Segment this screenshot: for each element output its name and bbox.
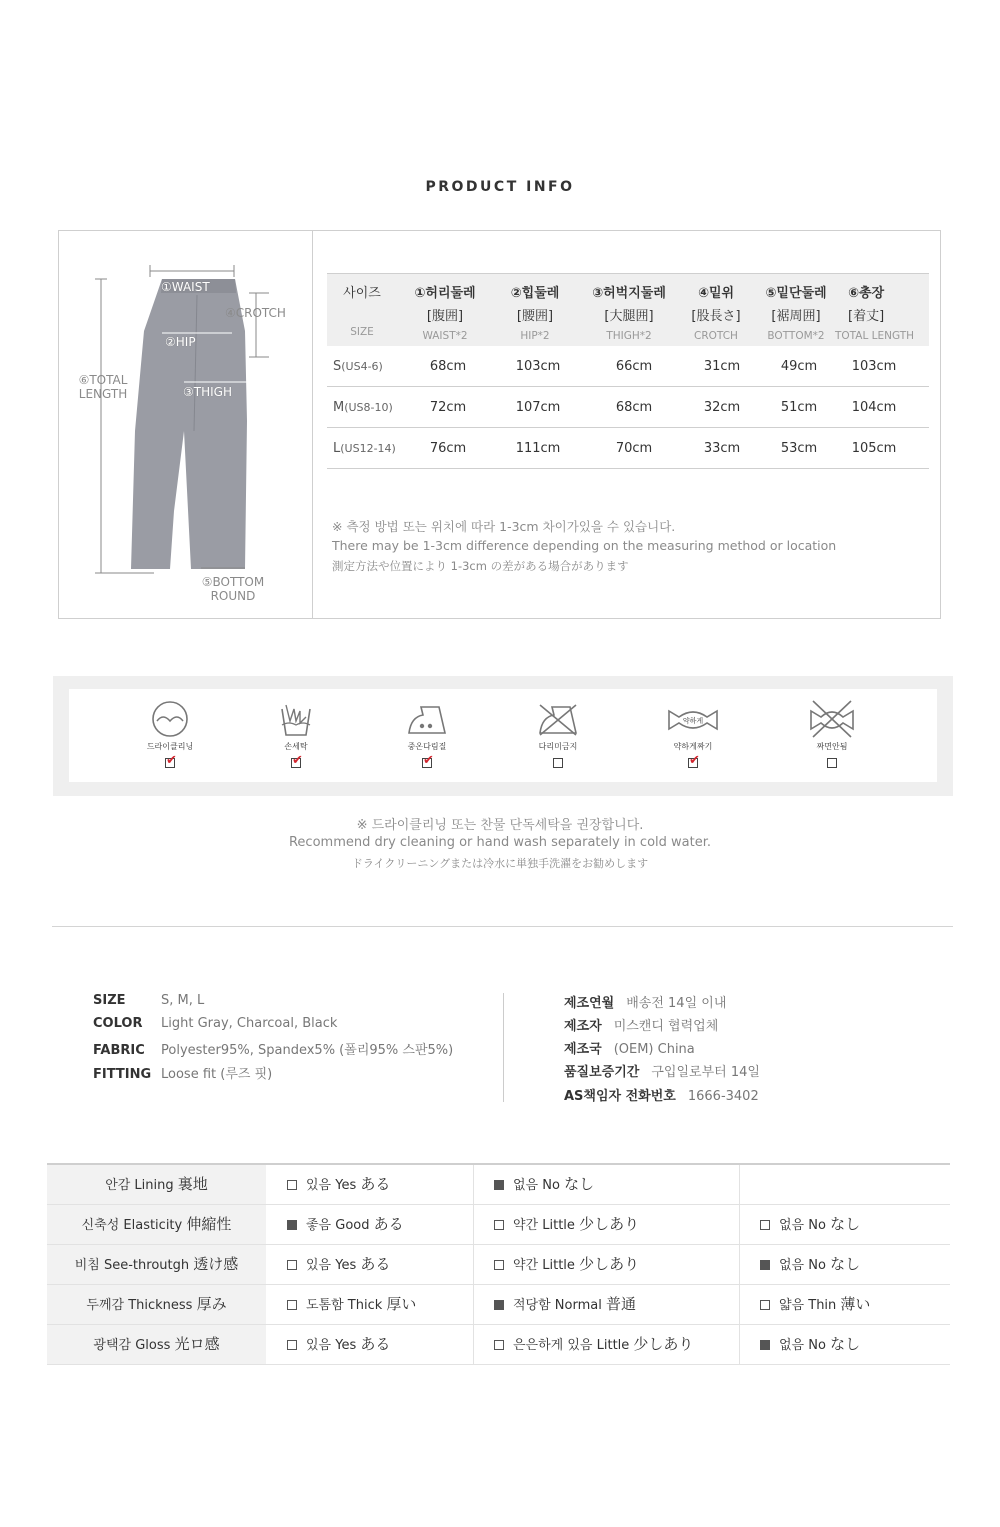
care-panel <box>53 676 953 796</box>
size-table-header <box>327 273 929 346</box>
header-thigh: ③허벅지둘레 [大腿囲] THIGH*2 <box>592 286 666 342</box>
size-cell: S(US4-6) <box>333 359 383 374</box>
spec-divider <box>503 993 504 1102</box>
spec-size: SIZE S, M, L <box>93 993 205 1008</box>
care-dry-cleaning: 드라이클리닝 ✔ <box>120 699 220 768</box>
option-yes[interactable]: 있음 Yes ある <box>287 1165 390 1204</box>
checkbox-checked-icon <box>287 1220 297 1230</box>
checkbox-icon <box>494 1220 504 1230</box>
no-wring-icon <box>807 699 857 739</box>
table-row <box>327 346 929 387</box>
header-total: ⑥총장 [着丈] TOTAL LENGTH <box>835 286 915 342</box>
care-checkbox[interactable] <box>553 758 563 768</box>
dry-cleaning-icon <box>150 699 190 739</box>
option-little[interactable]: 약간 Little 少しあり <box>494 1245 639 1284</box>
option-no[interactable]: 없음 No なし <box>760 1245 860 1284</box>
header-bottom: ⑤밑단둘레 [裾周囲] BOTTOM*2 <box>765 286 827 342</box>
measurement-diagram <box>59 231 313 618</box>
care-note-jp: ドライクリーニングまたは冷水に単独手洗濯をお勧めします <box>351 857 649 870</box>
spec-country: 제조국 (OEM) China <box>564 1042 695 1057</box>
size-cell: L(US12-14) <box>333 441 396 456</box>
check-mark-icon: ✔ <box>423 753 434 768</box>
thigh-cell: 66cm <box>615 359 653 374</box>
care-checkbox[interactable] <box>422 753 434 768</box>
size-cell: M(US8-10) <box>333 400 393 415</box>
waist-label: ①WAIST <box>161 280 210 294</box>
table-row <box>327 387 929 428</box>
spec-fabric: FABRIC Polyester95%, Spandex5% (폴리95% 스판5%) <box>93 1043 454 1058</box>
crotch-cell: 33cm <box>703 441 741 456</box>
spec-manufacture-date: 제조연월 배송전 14일 이내 <box>564 996 727 1011</box>
hand-wash-icon <box>276 699 316 739</box>
iron-medium-icon <box>405 699 449 739</box>
check-mark-icon: ✔ <box>166 753 177 768</box>
option-good[interactable]: 좋음 Good ある <box>287 1205 404 1244</box>
waist-cell: 68cm <box>429 359 467 374</box>
care-no-wring: 짜면안됨 <box>782 699 882 768</box>
checkbox-icon <box>760 1220 770 1230</box>
checkbox-icon <box>287 1340 297 1350</box>
fabric-row-elasticity <box>47 1205 950 1245</box>
hip-cell: 111cm <box>515 441 561 456</box>
care-note-en: Recommend dry cleaning or hand wash separately in cold water. <box>288 835 711 850</box>
thigh-cell: 70cm <box>615 441 653 456</box>
thigh-label: ③THIGH <box>183 385 232 399</box>
spec-fitting: FITTING Loose fit (루즈 핏) <box>93 1067 273 1082</box>
spec-color: COLOR Light Gray, Charcoal, Black <box>93 1016 338 1031</box>
total-cell: 103cm <box>851 359 897 374</box>
care-checkbox[interactable] <box>165 753 177 768</box>
spec-warranty: 품질보증기간 구입일로부터 14일 <box>564 1065 760 1080</box>
fabric-row-gloss <box>47 1325 950 1365</box>
option-yes[interactable]: 있음 Yes ある <box>287 1245 390 1284</box>
table-row <box>327 428 929 469</box>
option-thick[interactable]: 도톰함 Thick 厚い <box>287 1285 416 1324</box>
header-waist: ①허리둘레 [腹囲] WAIST*2 <box>414 286 476 342</box>
fabric-label: 광택감 Gloss 光ロ感 <box>47 1325 266 1364</box>
checkbox-icon <box>760 1300 770 1310</box>
measure-note-kr: ※ 측정 방법 또는 위치에 따라 1-3cm 차이가있을 수 있습니다. <box>332 519 676 534</box>
fabric-properties-table <box>47 1163 950 1365</box>
fabric-row-lining <box>47 1165 950 1205</box>
measure-note-en: There may be 1-3cm difference depending on the measuring method or location <box>332 538 837 553</box>
care-checkbox[interactable] <box>827 758 837 768</box>
checkbox-icon <box>287 1260 297 1270</box>
checkbox-checked-icon <box>760 1260 770 1270</box>
option-no[interactable]: 없음 No なし <box>494 1165 594 1204</box>
gentle-wring-icon <box>665 699 721 739</box>
option-no[interactable]: 없음 No なし <box>760 1325 860 1364</box>
option-no[interactable]: 없음 No なし <box>760 1205 860 1244</box>
waist-cell: 72cm <box>429 400 467 415</box>
care-checkbox[interactable] <box>291 753 303 768</box>
section-divider <box>52 926 953 927</box>
bottom-cell: 49cm <box>780 359 818 374</box>
bottom-cell: 53cm <box>780 441 818 456</box>
spec-manufacturer: 제조자 미스캔디 협력업체 <box>564 1019 719 1034</box>
check-mark-icon: ✔ <box>292 753 303 768</box>
option-little[interactable]: 약간 Little 少しあり <box>494 1205 639 1244</box>
crotch-cell: 32cm <box>703 400 741 415</box>
fabric-row-see-through <box>47 1245 950 1285</box>
svg-text:약하게: 약하게 <box>682 717 704 725</box>
crotch-cell: 31cm <box>703 359 741 374</box>
total-cell: 105cm <box>851 441 897 456</box>
hip-cell: 107cm <box>515 400 561 415</box>
fabric-label: 비침 See-throutgh 透け感 <box>47 1245 266 1284</box>
fabric-label: 두께감 Thickness 厚み <box>47 1285 266 1324</box>
page-title: PRODUCT INFO <box>425 179 575 195</box>
header-hip: ②힙둘레 [腰囲] HIP*2 <box>510 286 560 342</box>
total-length-label: ⑥TOTAL LENGTH <box>78 373 128 401</box>
fabric-row-thickness <box>47 1285 950 1325</box>
hip-cell: 103cm <box>515 359 561 374</box>
bottom-cell: 51cm <box>780 400 818 415</box>
crotch-label: ④CROTCH <box>225 306 286 320</box>
fabric-label: 안감 Lining 裏地 <box>47 1165 266 1204</box>
fabric-label: 신축성 Elasticity 伸縮性 <box>47 1205 266 1244</box>
hip-label: ②HIP <box>165 335 196 349</box>
check-mark-icon: ✔ <box>689 753 700 768</box>
measure-note-jp: 測定方法や位置により 1-3cm の差がある場合があります <box>332 559 629 573</box>
total-cell: 104cm <box>851 400 897 415</box>
option-thin[interactable]: 얇음 Thin 薄い <box>760 1285 870 1324</box>
checkbox-icon <box>494 1340 504 1350</box>
checkbox-icon <box>287 1300 297 1310</box>
care-note-kr: ※ 드라이클리닝 또는 찬물 단독세탁을 권장합니다. <box>356 818 644 833</box>
checkbox-icon <box>287 1180 297 1190</box>
no-ironing-icon <box>536 699 580 739</box>
care-hand-wash: 손세탁 ✔ <box>246 699 346 768</box>
checkbox-icon <box>494 1260 504 1270</box>
checkbox-checked-icon <box>494 1300 504 1310</box>
care-iron-medium: 중온다림질 ✔ <box>377 699 477 768</box>
checkbox-checked-icon <box>760 1340 770 1350</box>
option-little[interactable]: 은은하게 있음 Little 少しあり <box>494 1325 693 1364</box>
thigh-cell: 68cm <box>615 400 653 415</box>
header-size: 사이즈 SIZE <box>343 286 381 338</box>
checkbox-checked-icon <box>494 1180 504 1190</box>
bottom-round-label: ⑤BOTTOM ROUND <box>201 575 265 603</box>
waist-cell: 76cm <box>429 441 467 456</box>
spec-as-phone: AS책임자 전화번호 1666-3402 <box>564 1089 759 1104</box>
option-normal[interactable]: 적당함 Normal 普通 <box>494 1285 636 1324</box>
size-table <box>327 273 929 469</box>
option-yes[interactable]: 있음 Yes ある <box>287 1325 390 1364</box>
care-no-ironing: 다리미금지 <box>508 699 608 768</box>
care-checkbox[interactable] <box>688 753 700 768</box>
care-gentle-wring: 약하게 약하게짜기 ✔ <box>643 699 743 768</box>
header-crotch: ④밑위 [股長さ] CROTCH <box>691 286 741 342</box>
